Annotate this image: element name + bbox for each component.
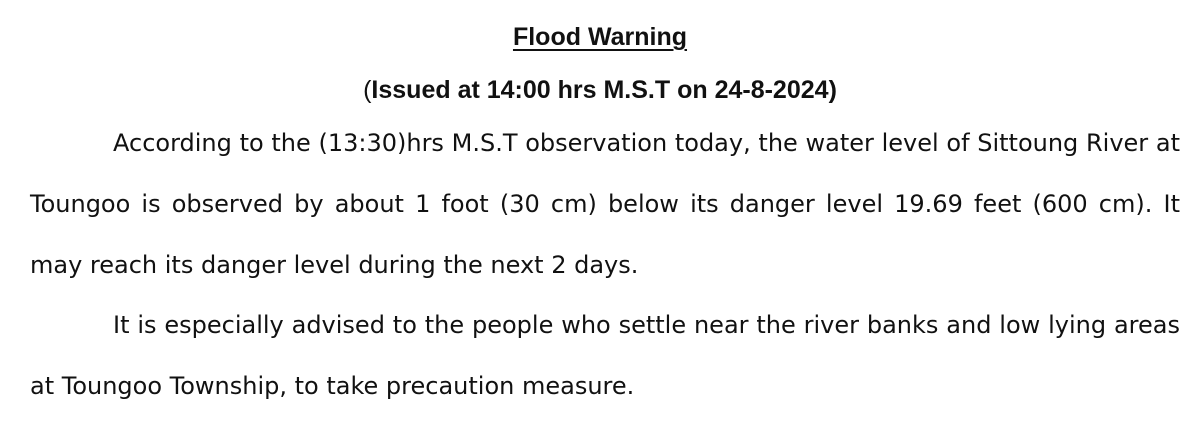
advisory-paragraph: It is especially advised to the people who settle near the river banks and low lying areas at Toungoo Township, to take precaution measure. xyxy=(30,311,1180,400)
issued-timestamp xyxy=(0,73,1200,107)
observation-paragraph: According to the (13:30)hrs M.S.T observation today, the water level of Sittoung River at Toungoo is observed by about 1 foot (30 cm) below its danger level 19.69 feet (600 cm). It may reach its danger level during the next 2 days. xyxy=(30,129,1180,279)
issued-close-paren: ) xyxy=(828,76,837,104)
warning-title: Flood Warning xyxy=(512,23,688,51)
issued-text: Issued at 14:00 hrs M.S.T on 24-8-2024 xyxy=(371,76,829,104)
issued-open-paren: ( xyxy=(363,76,372,104)
